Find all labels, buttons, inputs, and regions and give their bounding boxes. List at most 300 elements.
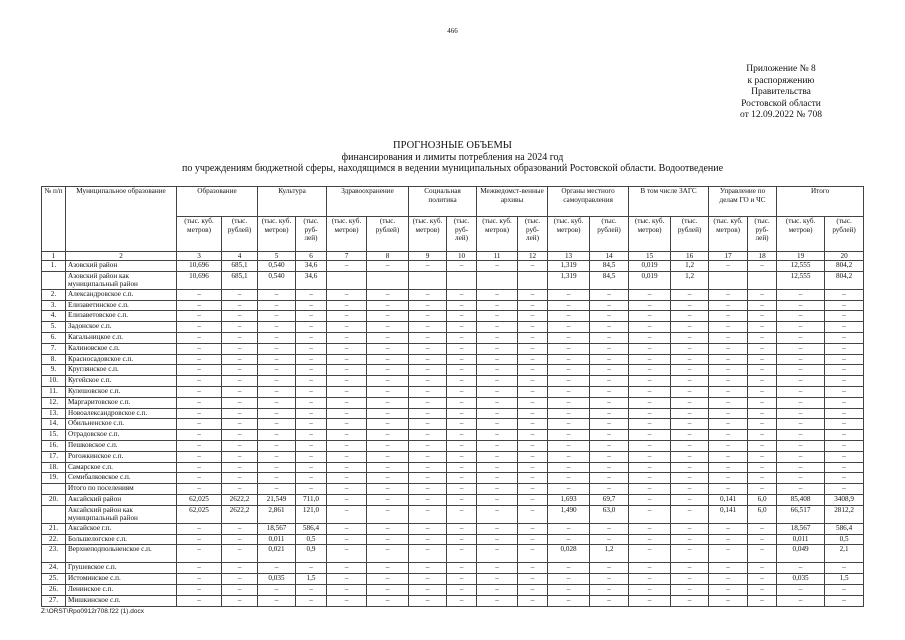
value-cell: 0,141: [709, 494, 748, 505]
value-cell: –: [327, 462, 367, 473]
value-cell: –: [296, 595, 327, 606]
value-cell: –: [296, 440, 327, 451]
value-cell: –: [518, 574, 548, 585]
value-cell: [477, 271, 518, 289]
value-cell: –: [327, 494, 367, 505]
col-number: 19: [777, 252, 825, 261]
value-cell: 0,9: [296, 545, 327, 563]
table-row: [42, 332, 864, 343]
value-cell: –: [709, 523, 748, 534]
value-cell: –: [748, 574, 777, 585]
value-cell: –: [296, 484, 327, 495]
value-cell: –: [671, 440, 709, 451]
value-cell: –: [447, 545, 477, 563]
value-cell: –: [709, 386, 748, 397]
col-number: 14: [590, 252, 629, 261]
value-cell: –: [548, 289, 590, 300]
table-row: [42, 545, 864, 563]
value-cell: –: [671, 534, 709, 545]
value-cell: –: [447, 322, 477, 333]
table-row: [42, 311, 864, 322]
value-cell: –: [177, 545, 222, 563]
value-cell: –: [777, 289, 825, 300]
value-cell: –: [177, 523, 222, 534]
value-cell: –: [367, 595, 409, 606]
value-cell: –: [477, 462, 518, 473]
municipality-name: Круглянское с.п.: [66, 365, 177, 376]
row-number: 17.: [42, 451, 66, 462]
value-cell: –: [222, 584, 258, 595]
value-cell: –: [409, 523, 447, 534]
value-cell: –: [709, 440, 748, 451]
col-number: 4: [222, 252, 258, 261]
value-cell: –: [258, 563, 296, 574]
value-cell: –: [177, 584, 222, 595]
value-cell: –: [548, 311, 590, 322]
value-cell: –: [477, 473, 518, 484]
value-cell: –: [629, 462, 671, 473]
col-number: 5: [258, 252, 296, 261]
value-cell: –: [367, 408, 409, 419]
municipality-name: Елизаветинское с.п.: [66, 300, 177, 311]
value-cell: –: [590, 365, 629, 376]
value-cell: –: [709, 545, 748, 563]
row-number: 12.: [42, 397, 66, 408]
value-cell: –: [825, 408, 864, 419]
annex-line: Ростовской области: [741, 98, 821, 109]
value-cell: 63,0: [590, 505, 629, 523]
value-cell: –: [629, 584, 671, 595]
col-number: 20: [825, 252, 864, 261]
value-cell: –: [629, 451, 671, 462]
value-cell: 3408,9: [825, 494, 864, 505]
value-cell: –: [748, 534, 777, 545]
value-cell: –: [709, 332, 748, 343]
municipality-name: Новоалександровское с.п.: [66, 408, 177, 419]
unit-header: (тыс. куб. метров): [409, 217, 447, 252]
value-cell: –: [327, 545, 367, 563]
municipality-name: Пешковское с.п.: [66, 440, 177, 451]
value-cell: [409, 271, 447, 289]
value-cell: –: [447, 430, 477, 441]
unit-header: (тыс. руб-лей): [518, 217, 548, 252]
value-cell: –: [518, 584, 548, 595]
value-cell: –: [518, 261, 548, 272]
value-cell: –: [671, 332, 709, 343]
unit-header: (тыс. куб. метров): [709, 217, 748, 252]
value-cell: –: [222, 534, 258, 545]
value-cell: –: [709, 376, 748, 387]
value-cell: –: [671, 494, 709, 505]
value-cell: –: [327, 484, 367, 495]
value-cell: –: [709, 563, 748, 574]
value-cell: –: [777, 408, 825, 419]
value-cell: –: [367, 311, 409, 322]
value-cell: –: [447, 451, 477, 462]
value-cell: –: [548, 563, 590, 574]
value-cell: –: [709, 574, 748, 585]
value-cell: –: [409, 451, 447, 462]
value-cell: –: [409, 343, 447, 354]
value-cell: –: [447, 343, 477, 354]
value-cell: –: [258, 376, 296, 387]
table-row: [42, 595, 864, 606]
value-cell: 21,549: [258, 494, 296, 505]
value-cell: –: [447, 534, 477, 545]
value-cell: –: [477, 595, 518, 606]
value-cell: –: [258, 430, 296, 441]
value-cell: –: [748, 408, 777, 419]
value-cell: –: [367, 322, 409, 333]
unit-header: (тыс. куб. метров): [548, 217, 590, 252]
value-cell: –: [477, 397, 518, 408]
value-cell: –: [825, 430, 864, 441]
value-cell: –: [296, 365, 327, 376]
municipality-name: Итого по поселениям: [66, 484, 177, 495]
value-cell: –: [825, 419, 864, 430]
col-number: 13: [548, 252, 590, 261]
value-cell: –: [518, 473, 548, 484]
value-cell: –: [477, 300, 518, 311]
value-cell: –: [258, 343, 296, 354]
value-cell: –: [629, 430, 671, 441]
value-cell: –: [477, 322, 518, 333]
table-row: [42, 376, 864, 387]
value-cell: –: [825, 484, 864, 495]
value-cell: –: [629, 534, 671, 545]
table-row: [42, 322, 864, 333]
value-cell: –: [409, 494, 447, 505]
col-name-header: Муниципальное образование: [66, 187, 177, 252]
value-cell: 0,141: [709, 505, 748, 523]
value-cell: –: [590, 322, 629, 333]
value-cell: –: [222, 397, 258, 408]
value-cell: –: [671, 484, 709, 495]
value-cell: –: [671, 584, 709, 595]
value-cell: –: [177, 289, 222, 300]
value-cell: –: [629, 595, 671, 606]
value-cell: 586,4: [296, 523, 327, 534]
value-cell: –: [177, 343, 222, 354]
value-cell: –: [777, 584, 825, 595]
value-cell: –: [447, 584, 477, 595]
table-row: [42, 397, 864, 408]
col-number: 18: [748, 252, 777, 261]
value-cell: –: [447, 311, 477, 322]
value-cell: –: [222, 473, 258, 484]
value-cell: –: [258, 311, 296, 322]
value-cell: –: [296, 408, 327, 419]
row-number: 23.: [42, 545, 66, 563]
value-cell: 2,1: [825, 545, 864, 563]
title-line-1: ПРОГНОЗНЫЕ ОБЪЕМЫ: [393, 140, 512, 151]
value-cell: –: [222, 322, 258, 333]
value-cell: –: [222, 354, 258, 365]
value-cell: –: [671, 430, 709, 441]
value-cell: –: [748, 311, 777, 322]
value-cell: –: [590, 386, 629, 397]
value-cell: –: [548, 523, 590, 534]
value-cell: –: [548, 322, 590, 333]
value-cell: –: [296, 376, 327, 387]
value-cell: –: [409, 563, 447, 574]
value-cell: –: [258, 473, 296, 484]
value-cell: –: [477, 584, 518, 595]
value-cell: 685,1: [222, 271, 258, 289]
col-number: 10: [447, 252, 477, 261]
value-cell: –: [590, 574, 629, 585]
table-row: [42, 563, 864, 574]
municipality-name: Аксайский район: [66, 494, 177, 505]
value-cell: –: [477, 332, 518, 343]
value-cell: –: [629, 408, 671, 419]
value-cell: –: [222, 440, 258, 451]
col-number: 16: [671, 252, 709, 261]
value-cell: –: [409, 322, 447, 333]
value-cell: 804,2: [825, 271, 864, 289]
value-cell: –: [629, 494, 671, 505]
value-cell: 18,567: [777, 523, 825, 534]
value-cell: –: [296, 289, 327, 300]
value-cell: –: [777, 462, 825, 473]
value-cell: –: [671, 408, 709, 419]
value-cell: –: [327, 563, 367, 574]
row-number: [42, 271, 66, 289]
value-cell: –: [629, 332, 671, 343]
header-row-numbers: [42, 252, 864, 261]
unit-header: (тыс. руб-лей): [447, 217, 477, 252]
value-cell: –: [748, 332, 777, 343]
value-cell: –: [671, 322, 709, 333]
value-cell: 0,540: [258, 271, 296, 289]
value-cell: –: [709, 534, 748, 545]
value-cell: –: [825, 440, 864, 451]
value-cell: –: [477, 451, 518, 462]
col-number: 6: [296, 252, 327, 261]
row-number: 26.: [42, 584, 66, 595]
table-row: [42, 505, 864, 523]
value-cell: –: [258, 484, 296, 495]
col-number: 9: [409, 252, 447, 261]
value-cell: –: [367, 451, 409, 462]
table-row: [42, 354, 864, 365]
row-number: 7.: [42, 343, 66, 354]
value-cell: –: [222, 311, 258, 322]
value-cell: –: [477, 563, 518, 574]
value-cell: –: [518, 397, 548, 408]
value-cell: –: [748, 354, 777, 365]
value-cell: –: [548, 332, 590, 343]
value-cell: –: [177, 430, 222, 441]
table-row: [42, 494, 864, 505]
value-cell: –: [447, 386, 477, 397]
row-number: 16.: [42, 440, 66, 451]
value-cell: –: [590, 563, 629, 574]
value-cell: –: [222, 386, 258, 397]
municipality-name: Маргаритовское с.п.: [66, 397, 177, 408]
value-cell: –: [447, 440, 477, 451]
value-cell: –: [748, 523, 777, 534]
value-cell: –: [477, 419, 518, 430]
value-cell: –: [629, 289, 671, 300]
value-cell: 10,696: [177, 271, 222, 289]
value-cell: 0,5: [296, 534, 327, 545]
value-cell: –: [518, 376, 548, 387]
value-cell: –: [327, 300, 367, 311]
value-cell: –: [477, 408, 518, 419]
value-cell: –: [177, 462, 222, 473]
value-cell: –: [629, 343, 671, 354]
value-cell: –: [367, 397, 409, 408]
value-cell: –: [367, 563, 409, 574]
value-cell: –: [518, 386, 548, 397]
unit-header: (тыс. куб. метров): [629, 217, 671, 252]
value-cell: –: [409, 440, 447, 451]
unit-header: (тыс. куб. метров): [477, 217, 518, 252]
table-row: [42, 261, 864, 272]
row-number: 2.: [42, 289, 66, 300]
value-cell: –: [177, 354, 222, 365]
group-header: Культура: [258, 187, 327, 217]
value-cell: –: [709, 595, 748, 606]
value-cell: –: [548, 386, 590, 397]
row-number: 6.: [42, 332, 66, 343]
row-number: 9.: [42, 365, 66, 376]
document-title: [0, 140, 905, 175]
value-cell: –: [548, 408, 590, 419]
value-cell: –: [671, 311, 709, 322]
value-cell: –: [590, 397, 629, 408]
value-cell: –: [777, 397, 825, 408]
value-cell: –: [777, 322, 825, 333]
value-cell: –: [590, 430, 629, 441]
row-number: 3.: [42, 300, 66, 311]
value-cell: 121,0: [296, 505, 327, 523]
value-cell: –: [177, 322, 222, 333]
value-cell: –: [748, 343, 777, 354]
value-cell: –: [518, 523, 548, 534]
value-cell: 0,021: [258, 545, 296, 563]
table-row: [42, 271, 864, 289]
row-number: 22.: [42, 534, 66, 545]
value-cell: –: [409, 332, 447, 343]
value-cell: –: [629, 386, 671, 397]
value-cell: –: [548, 462, 590, 473]
value-cell: –: [222, 545, 258, 563]
value-cell: –: [222, 523, 258, 534]
value-cell: –: [258, 322, 296, 333]
row-number: 8.: [42, 354, 66, 365]
value-cell: –: [748, 397, 777, 408]
value-cell: –: [177, 332, 222, 343]
value-cell: –: [409, 534, 447, 545]
value-cell: –: [177, 408, 222, 419]
col-number: 11: [477, 252, 518, 261]
value-cell: 1,2: [671, 271, 709, 289]
annex-line: Правительства: [751, 87, 811, 98]
value-cell: 12,555: [777, 261, 825, 272]
value-cell: –: [590, 440, 629, 451]
value-cell: –: [629, 563, 671, 574]
row-number: 20.: [42, 494, 66, 505]
value-cell: 69,7: [590, 494, 629, 505]
value-cell: 2812,2: [825, 505, 864, 523]
value-cell: –: [327, 343, 367, 354]
table-row: [42, 343, 864, 354]
value-cell: –: [409, 545, 447, 563]
table-row: [42, 408, 864, 419]
municipality-name: Отрадовское с.п.: [66, 430, 177, 441]
value-cell: 6,0: [748, 494, 777, 505]
value-cell: –: [825, 595, 864, 606]
value-cell: –: [327, 408, 367, 419]
municipality-name: Истоминское с.п.: [66, 574, 177, 585]
value-cell: –: [409, 574, 447, 585]
value-cell: –: [296, 300, 327, 311]
value-cell: –: [777, 595, 825, 606]
value-cell: –: [518, 419, 548, 430]
value-cell: –: [296, 584, 327, 595]
value-cell: –: [447, 595, 477, 606]
value-cell: –: [629, 545, 671, 563]
value-cell: –: [825, 473, 864, 484]
value-cell: –: [671, 419, 709, 430]
table-row: [42, 523, 864, 534]
value-cell: –: [825, 311, 864, 322]
value-cell: –: [748, 545, 777, 563]
value-cell: –: [367, 376, 409, 387]
value-cell: –: [748, 473, 777, 484]
value-cell: –: [548, 484, 590, 495]
value-cell: –: [709, 365, 748, 376]
value-cell: –: [709, 261, 748, 272]
value-cell: –: [548, 473, 590, 484]
value-cell: [327, 271, 367, 289]
value-cell: –: [177, 563, 222, 574]
value-cell: 84,5: [590, 271, 629, 289]
municipality-name: Задонское с.п.: [66, 322, 177, 333]
value-cell: –: [177, 300, 222, 311]
value-cell: –: [327, 505, 367, 523]
value-cell: –: [222, 574, 258, 585]
value-cell: –: [409, 408, 447, 419]
value-cell: –: [447, 462, 477, 473]
municipality-name: Кугейское с.п.: [66, 376, 177, 387]
value-cell: –: [629, 574, 671, 585]
value-cell: –: [409, 354, 447, 365]
value-cell: –: [258, 332, 296, 343]
value-cell: –: [548, 365, 590, 376]
value-cell: –: [825, 563, 864, 574]
municipality-name: Ленинское с.п.: [66, 584, 177, 595]
value-cell: –: [709, 322, 748, 333]
value-cell: –: [518, 365, 548, 376]
value-cell: –: [671, 451, 709, 462]
municipality-name: Азовский район: [66, 261, 177, 272]
value-cell: –: [748, 440, 777, 451]
value-cell: –: [518, 563, 548, 574]
value-cell: –: [629, 365, 671, 376]
value-cell: –: [477, 311, 518, 322]
value-cell: –: [258, 300, 296, 311]
value-cell: –: [222, 332, 258, 343]
value-cell: –: [548, 595, 590, 606]
value-cell: –: [447, 419, 477, 430]
value-cell: –: [367, 354, 409, 365]
value-cell: –: [409, 484, 447, 495]
value-cell: [748, 271, 777, 289]
value-cell: –: [748, 419, 777, 430]
